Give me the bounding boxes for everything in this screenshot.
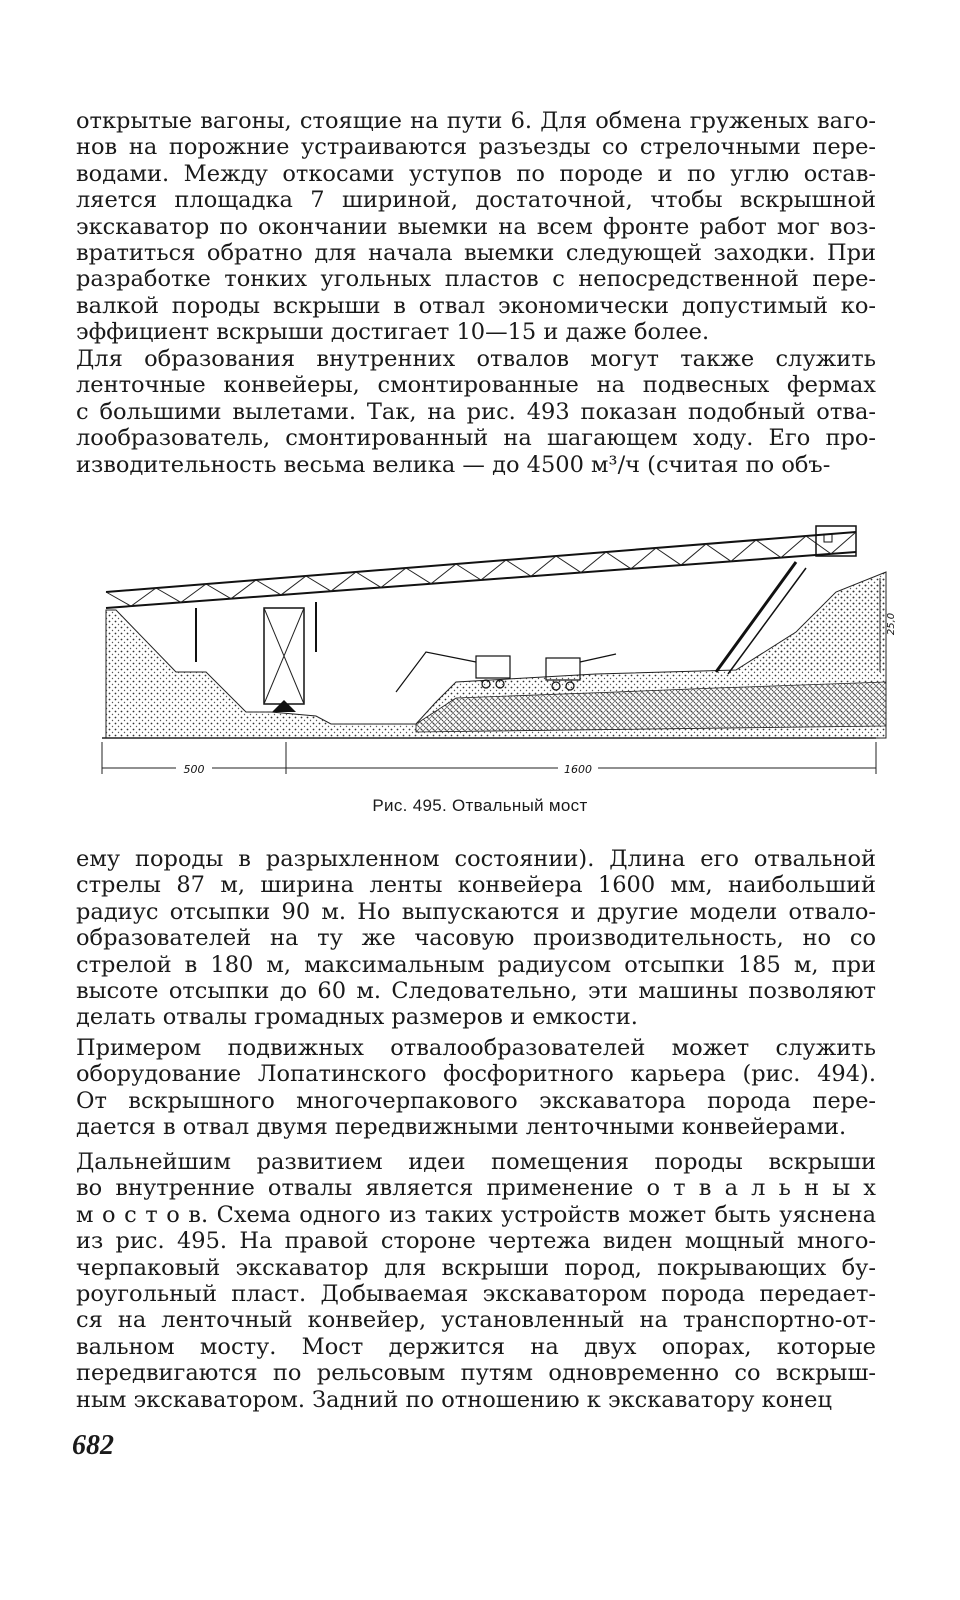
truss-member bbox=[781, 536, 806, 558]
dump-bridge-drawing bbox=[96, 512, 897, 782]
text-line: вальном мосту. Мост держится на двух опорах, которые bbox=[76, 1333, 876, 1360]
truss-member bbox=[106, 592, 131, 606]
paragraph-4 bbox=[76, 1035, 876, 1141]
truss-member bbox=[656, 548, 681, 565]
text-line: изводительность весьма велика — до 4500 м³/ч (считая по объ- bbox=[76, 451, 831, 478]
truss-member bbox=[256, 580, 281, 595]
truss-member bbox=[506, 560, 531, 576]
truss-member bbox=[831, 532, 856, 554]
truss-member bbox=[481, 560, 506, 580]
text-line: Примером подвижных отвалообразователей может служить bbox=[76, 1035, 876, 1061]
figure-dump-bridge bbox=[96, 512, 897, 782]
truss-member bbox=[181, 584, 206, 602]
truss-member bbox=[356, 572, 381, 587]
text-line: ным экскаватором. Задний по отношению к экскаватору конец bbox=[76, 1386, 832, 1413]
truss-member bbox=[456, 564, 481, 580]
text-line: образователей на ту же часовую производительность, но со bbox=[76, 925, 876, 952]
truss-member bbox=[531, 556, 556, 576]
text-line: валкой породы вскрыши в отвал экономически допустимый ко- bbox=[76, 292, 876, 319]
text-line: во внутренние отвалы является применение о т в а л ь н ы х bbox=[76, 1175, 876, 1202]
text-line: нов на порожние устраиваются разъезды со стрелочными пере- bbox=[76, 134, 876, 161]
text-line: Дальнейшим развитием идеи помещения породы вскрыши bbox=[76, 1149, 876, 1175]
text-line: От вскрышного многочерпакового экскаватора порода пере- bbox=[76, 1087, 876, 1114]
text-line: высоте отсыпки до 60 м. Следовательно, эти машины позволяют bbox=[76, 978, 876, 1005]
paragraph-1 bbox=[76, 108, 876, 346]
text-line: радиус отсыпки 90 м. Но выпускаются и другие модели отвало- bbox=[76, 898, 876, 925]
text-line: стрелы 87 м, ширина ленты конвейера 1600 мм, наибольший bbox=[76, 872, 876, 899]
text-line: экскаватор по окончании выемки на всем фронте работ мог воз- bbox=[76, 213, 876, 240]
text-line: дается в отвал двумя передвижными ленточными конвейерами. bbox=[76, 1114, 847, 1141]
text-line: лообразователь, смонтированный на шагающем ходу. Его про- bbox=[76, 425, 876, 452]
truss-member bbox=[731, 540, 756, 561]
text-line: ему породы в разрыхленном состоянии). Длина его отвальной bbox=[76, 846, 876, 872]
text-line: оборудование Лопатинского фосфоритного карьера (рис. 494). bbox=[76, 1061, 876, 1088]
truss-member bbox=[581, 552, 606, 573]
truss-member bbox=[306, 576, 331, 591]
truss-member bbox=[631, 548, 656, 569]
truss-member bbox=[806, 536, 831, 554]
truss-member bbox=[281, 576, 306, 595]
dimension-right-label: 1600 bbox=[564, 763, 592, 776]
text-line: ляется площадка 7 шириной, достаточной, чтобы вскрышной bbox=[76, 187, 876, 214]
text-line: эффициент вскрыши достигает 10—15 и даже более. bbox=[76, 319, 710, 346]
text-line: ленточные конвейеры, смонтированные на подвесных фермах bbox=[76, 372, 876, 399]
truss-member bbox=[381, 568, 406, 587]
text-line: Для образования внутренних отвалов могут также служить bbox=[76, 346, 876, 372]
truss-member bbox=[206, 584, 231, 599]
truss-member bbox=[331, 572, 356, 591]
truss-member bbox=[681, 544, 706, 565]
truss-member bbox=[156, 588, 181, 602]
text-line: передвигаются по рельсовым путям одновременно со вскрыш- bbox=[76, 1360, 876, 1387]
dimension-left-label: 500 bbox=[183, 763, 205, 776]
truss-member bbox=[606, 552, 631, 569]
text-line: с большими вылетами. Так, на рис. 493 показан подобный отва- bbox=[76, 398, 876, 425]
truss-member bbox=[706, 544, 731, 561]
paragraph-3 bbox=[76, 846, 876, 1031]
figure-caption: Рис. 495. Отвальный мост bbox=[372, 796, 588, 815]
dimension-height-label: 25,0 bbox=[886, 612, 897, 636]
truss-member bbox=[131, 588, 156, 606]
truss-member bbox=[231, 580, 256, 599]
text-line: делать отвалы громадных размеров и емкости. bbox=[76, 1004, 638, 1031]
page-number: 682 bbox=[72, 1430, 114, 1461]
text-line: вратиться обратно для начала выемки следующей заходки. При bbox=[76, 240, 876, 267]
text-line: разработке тонких угольных пластов с непосредственной пере- bbox=[76, 266, 876, 293]
paragraph-5 bbox=[76, 1149, 876, 1413]
text-line: стрелой в 180 м, максимальным радиусом отсыпки 185 м, при bbox=[76, 951, 876, 978]
text-line: водами. Между откосами уступов по породе и по углю остав- bbox=[76, 160, 876, 187]
truss-member bbox=[406, 568, 431, 584]
text-line: из рис. 495. На правой стороне чертежа виден мощный много- bbox=[76, 1228, 876, 1255]
text-line: роугольный пласт. Добываемая экскаватором порода передает- bbox=[76, 1281, 876, 1308]
paragraph-2 bbox=[76, 346, 876, 478]
truss-member bbox=[756, 540, 781, 558]
text-line: черпаковый экскаватор для вскрыши пород, покрывающих бу- bbox=[76, 1254, 876, 1281]
truss-member bbox=[556, 556, 581, 573]
text-line: м о с т о в. Схема одного из таких устройств может быть уяснена bbox=[76, 1201, 876, 1228]
text-line: открытые вагоны, стоящие на пути 6. Для обмена груженых ваго- bbox=[76, 108, 876, 134]
text-line: ся на ленточный конвейер, установленный на транспортно-от- bbox=[76, 1307, 876, 1334]
truss-member bbox=[431, 564, 456, 584]
